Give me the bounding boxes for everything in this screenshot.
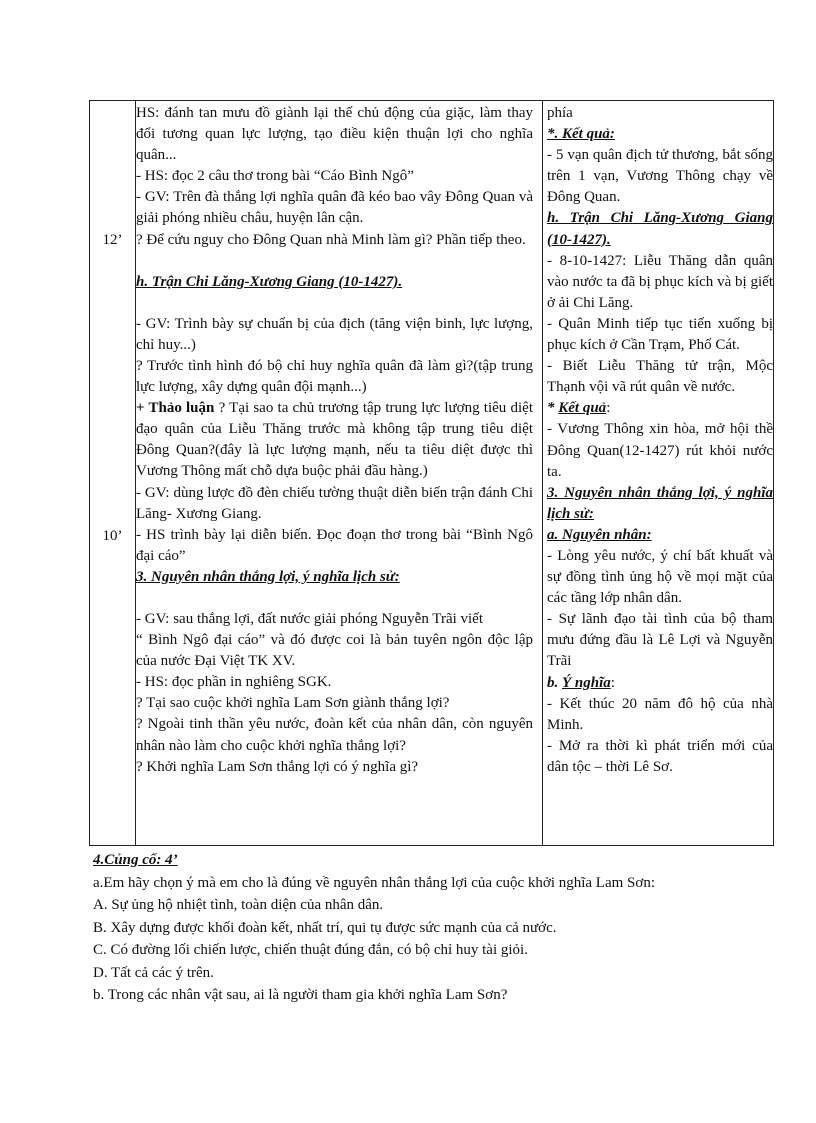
ket-qua-heading: *. Kết quả:: [547, 126, 615, 143]
teacher-student-activity-column: [136, 103, 533, 778]
text-line: - GV: Trên đà thắng lợi nghĩa quân đã kéo bao vây Đông Quan và giải phóng nhiều châu, huyện lân cận.: [136, 189, 533, 227]
text-line: - Sự lãnh đạo tài tình của bộ tham mưu đứng đầu là Lê Lợi và Nguyễn Trãi: [547, 611, 773, 670]
time-cell-12: 12’: [102, 232, 123, 248]
text-line: - Kết thúc 20 năm đô hộ của nhà Minh.: [547, 695, 773, 733]
colon: :: [606, 400, 611, 417]
prefix: b.: [547, 674, 562, 691]
text-line: - HS: đọc phần in nghiêng SGK.: [136, 674, 332, 691]
colon: :: [610, 674, 615, 691]
option-b: B. Xây dựng được khối đoàn kết, nhất trí, qui tụ được sức mạnh của cả nước.: [93, 919, 557, 936]
heading-h: h. Trận Chi Lăng-Xương Giang (10-1427).: [136, 273, 403, 290]
text-line: phía: [547, 105, 573, 121]
option-c: C. Có đường lối chiến lược, chiến thuật đúng đắn, có bộ chỉ huy tài giỏi.: [93, 942, 528, 958]
text-line: - GV: dùng lược đồ đèn chiếu tường thuật diễn biến trận đánh Chi Lăng- Xương Giang.: [136, 484, 533, 522]
column-divider: [542, 101, 543, 845]
text-line: - Lòng yêu nước, ý chí bất khuất và sự đồng tình ủng hộ về mọi mặt của các tầng lớp nhân dân.: [547, 547, 773, 607]
option-a: A. Sự ủng hộ nhiệt tình, toàn diện của nhân dân.: [93, 897, 384, 913]
text-line: ? Trước tình hình đó bộ chỉ huy nghĩa quân đã làm gì?(tập trung lực lượng, xây dựng quân đội mạnh...): [136, 357, 533, 396]
question-b: b. Trong các nhân vật sau, ai là người tham gia khởi nghĩa Lam Sơn?: [93, 987, 508, 1003]
thao-luan-label: + Thảo luận: [136, 400, 215, 417]
y-nghia-heading: [547, 673, 773, 694]
text-line: - 5 vạn quân địch tử thương, bắt sống trên 1 vạn, Vương Thông chạy về Đông Quan.: [547, 147, 773, 206]
question-a: a.Em hãy chọn ý mà em cho là đúng về nguyên nhân thắng lợi của cuộc khởi nghĩa Lam Sơn:: [93, 874, 655, 891]
text-line: ? Ngoài tinh thần yêu nước, đoàn kết của nhân dân, còn nguyên nhân nào làm cho cuộc khởi nghĩa thắng lợi?: [136, 716, 533, 754]
star: *: [547, 400, 559, 417]
text-line: “ Bình Ngô đại cáo” và đó được coi là bản tuyên ngôn độc lập của nước Đại Việt TK XV.: [136, 632, 533, 670]
text-line: - Biết Liễu Thăng tử trận, Mộc Thạnh vội vã rút quân về nước.: [547, 358, 773, 396]
time-cell-10: 10’: [102, 528, 123, 544]
text-line: ? Tại sao cuộc khởi nghĩa Lam Sơn giành thắng lợi?: [136, 695, 450, 712]
option-d: D. Tất cả các ý trên.: [93, 964, 214, 981]
heading-3-right: 3. Nguyên nhân thắng lợi, ý nghĩa lịch sử:: [547, 484, 773, 522]
content-column: [547, 103, 773, 778]
y-nghia-label: Ý nghĩa: [562, 674, 611, 691]
text-line: - Quân Minh tiếp tục tiến xuống bị phục kích ở Cần Trạm, Phố Cát.: [547, 315, 773, 354]
text-line: ? Để cứu nguy cho Đông Quan nhà Minh làm gì? Phần tiếp theo.: [136, 231, 526, 248]
lesson-table: [89, 100, 774, 846]
text-line: ? Khởi nghĩa Lam Sơn thắng lợi có ý nghĩa gì?: [136, 758, 419, 775]
text-line: - 8-10-1427: Liễu Thăng dẫn quân vào nước ta đã bị phục kích và bị giết ở ải Chi Lăng.: [547, 252, 773, 311]
thao-luan-text: ? Tại sao ta chủ trương tập trung lực lượng tiêu diệt đạo quân của Liễu Thăng trước mà không tập trung tiêu diệt Đông Quan?(đây là lực lượng mạnh, nếu ta tiêu diệt được thì Vương Thông mất chỗ dựa buộc phải đầu hàng.): [136, 400, 533, 480]
text-line: - HS: đọc 2 câu thơ trong bài “Cáo Bình Ngô”: [136, 168, 414, 185]
ket-qua-label: Kết quả: [558, 400, 607, 417]
ket-qua-2-heading: [547, 398, 773, 419]
nguyen-nhan-heading: a. Nguyên nhân:: [547, 526, 652, 543]
heading-h-right: h. Trận Chi Lăng-Xương Giang (10-1427).: [547, 210, 773, 248]
discussion-paragraph: [136, 398, 533, 482]
text-line: - HS trình bày lại diễn biến. Đọc đoạn thơ trong bài “Bình Ngô đại cáo”: [136, 526, 533, 564]
cung-co-heading: 4.Củng cố: 4’: [93, 852, 178, 868]
text-line: - GV: Trình bày sự chuẩn bị của địch (tăng viện binh, lực lượng, chỉ huy...): [136, 315, 533, 353]
text-line: - GV: sau thắng lợi, đất nước giải phóng Nguyễn Trãi viết: [136, 610, 484, 627]
text-line: - Mở ra thời kì phát triển mới của dân tộc – thời Lê Sơ.: [547, 737, 773, 775]
cung-co-section: [93, 849, 733, 1007]
text-line: HS: đánh tan mưu đồ giành lại thế chủ động của giặc, làm thay đổi tương quan lực lượng, tạo điều kiện thuận lợi cho nghĩa quân...: [136, 105, 533, 164]
text-line: - Vương Thông xin hòa, mở hội thề Đông Quan(12-1427) rút khỏi nước ta.: [547, 421, 773, 480]
heading-3: 3. Nguyên nhân thắng lợi, ý nghĩa lịch sử:: [136, 568, 400, 585]
